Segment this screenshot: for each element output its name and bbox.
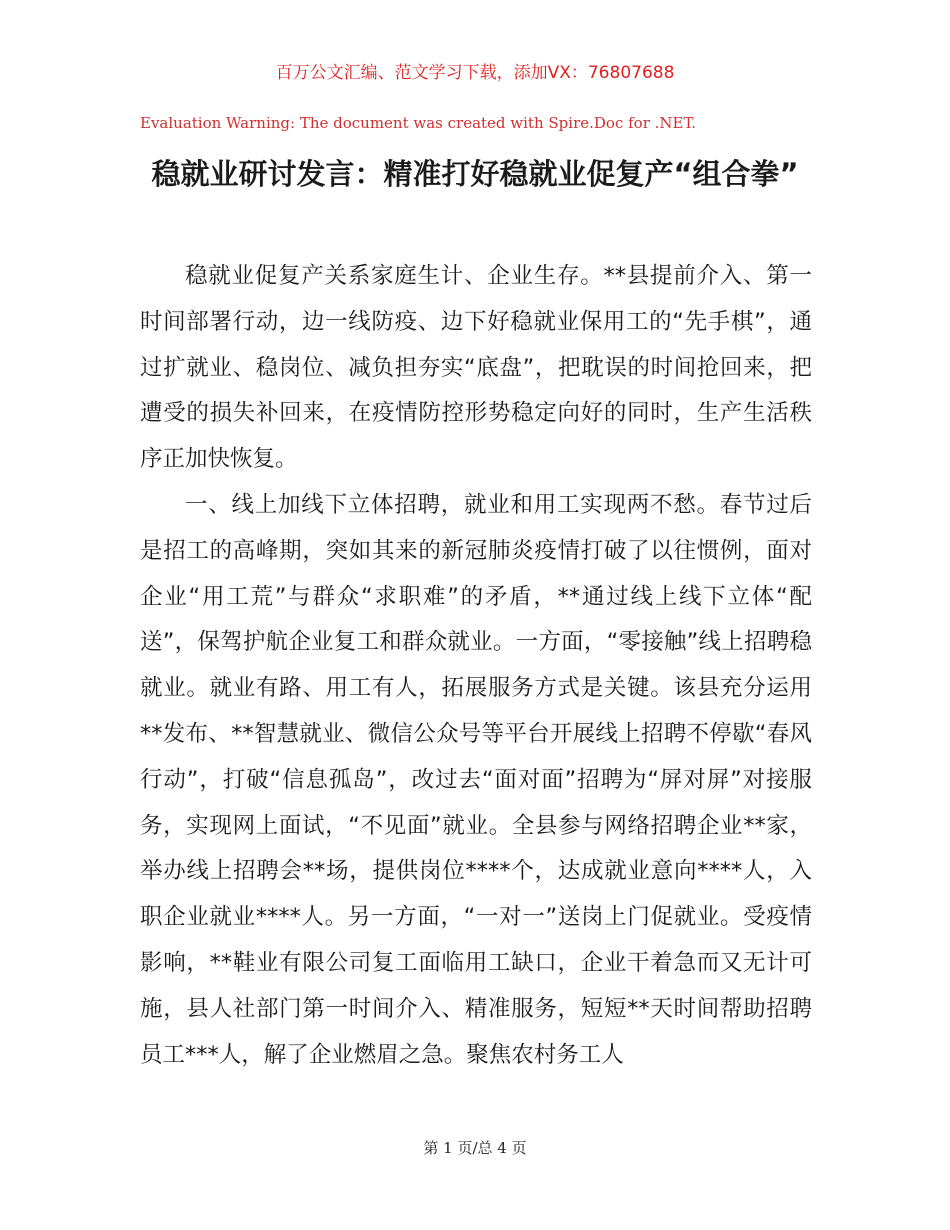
evaluation-warning: Evaluation Warning: The document was created with Spire.Doc for .NET.: [140, 114, 697, 132]
document-body: [140, 254, 812, 1078]
paragraph-intro: 稳就业促复产关系家庭生计、企业生存。**县提前介入、第一时间部署行动，边一线防疫、边下好稳就业保用工的“先手棋”，通过扩就业、稳岗位、减负担夯实“底盘”，把耽误的时间抢回来，把遭受的损失补回来，在疫情防控形势稳定向好的同时，生产生活秩序正加快恢复。: [140, 263, 812, 473]
paragraph-section-1: 一、线上加线下立体招聘，就业和用工实现两不愁。春节过后是招工的高峰期，突如其来的新冠肺炎疫情打破了以往惯例，面对企业“用工荒”与群众“求职难”的矛盾，**通过线上线下立体“配送”，保驾护航企业复工和群众就业。一方面，“零接触”线上招聘稳就业。就业有路、用工有人，拓展服务方式是关键。该县充分运用**发布、**智慧就业、微信公众号等平台开展线上招聘不停歇“春风行动”，打破“信息孤岛”，改过去“面对面”招聘为“屏对屏”对接服务，实现网上面试，“不见面”就业。全县参与网络招聘企业**家，举办线上招聘会**场，提供岗位****个，达成就业意向****人，入职企业就业****人。另一方面，“一对一”送岗上门促就业。受疫情影响，**鞋业有限公司复工面临用工缺口，企业干着急而又无计可施，县人社部门第一时间介入、精准服务，短短**天时间帮助招聘员工***人，解了企业燃眉之急。聚焦农村务工人: [140, 491, 812, 1068]
header-banner: 百万公文汇编、范文学习下载，添加VX：76807688: [275, 63, 675, 83]
page-footer: 第 1 页/总 4 页: [423, 1139, 527, 1157]
document-title: 稳就业研讨发言：精准打好稳就业促复产“组合拳”: [151, 157, 799, 191]
